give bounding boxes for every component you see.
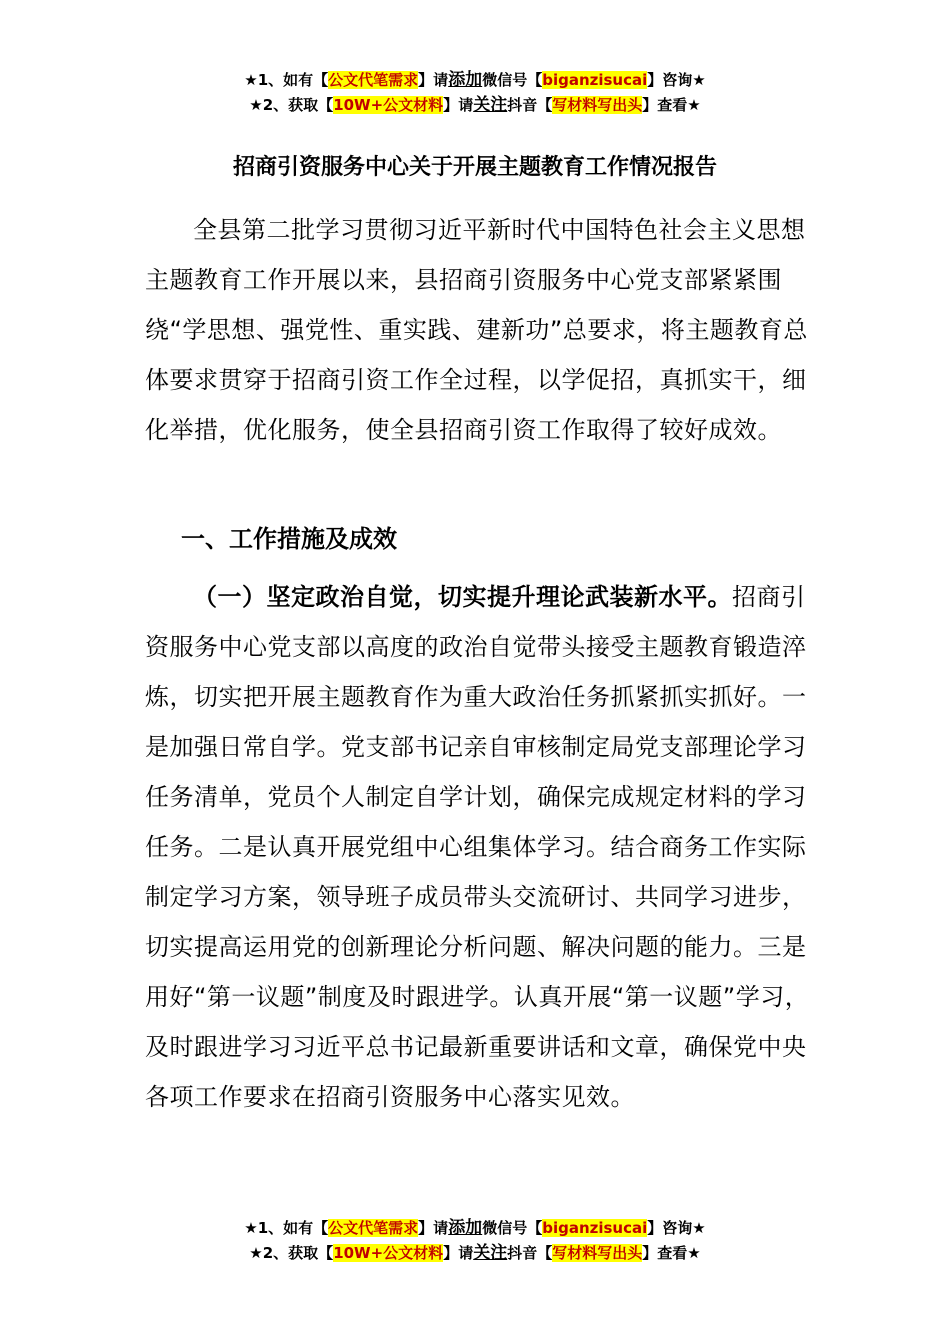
promo-line-2	[0, 93, 950, 118]
promo-text: 抖音【	[507, 96, 553, 114]
document-title: 招商引资服务中心关于开展主题教育工作情况报告	[232, 155, 717, 180]
promo-banner-top	[0, 68, 950, 118]
promo-line-1	[0, 68, 950, 93]
promo-wechat-id: biganzisucai	[542, 71, 648, 89]
promo-highlight: 10W+公文材料	[333, 1244, 444, 1262]
promo-emphasis: 添加	[448, 1218, 483, 1238]
promo-douyin-id: 写材料写出头	[552, 1244, 643, 1262]
intro-paragraph: 全县第二批学习贯彻习近平新时代中国特色社会主义思想主题教育工作开展以来，县招商引资服务中心党支部紧紧围绕“学思想、强党性、重实践、建新功”总要求，将主题教育总体要求贯穿于招商引资工作全过程，以学促招，真抓实干，细化举措，优化服务，使全县招商引资工作取得了较好成效。	[145, 216, 808, 444]
promo-emphasis: 关注	[473, 95, 508, 115]
promo-text: 抖音【	[507, 1244, 553, 1262]
promo-wechat-id: biganzisucai	[542, 1219, 648, 1237]
subsection-lead: （一）坚定政治自觉，切实提升理论武装新水平。	[193, 583, 732, 611]
promo-text: 】请	[443, 96, 474, 114]
subsection-paragraph	[145, 572, 810, 1122]
promo-text: 】请	[443, 1244, 474, 1262]
promo-emphasis: 添加	[448, 70, 483, 90]
promo-line-2	[0, 1241, 950, 1266]
promo-douyin-id: 写材料写出头	[552, 96, 643, 114]
promo-text: ★2、获取【	[249, 1244, 334, 1262]
promo-text: 】咨询★	[647, 1219, 706, 1237]
promo-text: ★1、如有【	[244, 1219, 329, 1237]
promo-text: 】请	[418, 1219, 449, 1237]
promo-emphasis: 关注	[473, 1243, 508, 1263]
promo-highlight: 10W+公文材料	[333, 96, 444, 114]
promo-text: 】查看★	[642, 1244, 701, 1262]
section-heading: 一、工作措施及成效	[181, 525, 397, 553]
promo-text: 】咨询★	[647, 71, 706, 89]
promo-highlight: 公文代笔需求	[328, 1219, 419, 1237]
promo-text: 】请	[418, 71, 449, 89]
promo-text: 微信号【	[482, 71, 543, 89]
promo-highlight: 公文代笔需求	[328, 71, 419, 89]
promo-banner-bottom	[0, 1216, 950, 1266]
promo-text: 微信号【	[482, 1219, 543, 1237]
subsection-body: 招商引资服务中心党支部以高度的政治自觉带头接受主题教育锻造淬炼，切实把开展主题教育作为重大政治任务抓紧抓实抓好。一是加强日常自学。党支部书记亲自审核制定局党支部理论学习任务清单，党员个人制定自学计划，确保完成规定材料的学习任务。二是认真开展党组中心组集体学习。结合商务工作实际制定学习方案，领导班子成员带头交流研讨、共同学习进步，切实提高运用党的创新理论分析问题、解决问题的能力。三是用好“第一议题”制度及时跟进学。认真开展“第一议题”学习，及时跟进学习习近平总书记最新重要讲话和文章，确保党中央各项工作要求在招商引资服务中心落实见效。	[145, 583, 810, 1111]
promo-line-1	[0, 1216, 950, 1241]
promo-text: ★1、如有【	[244, 71, 329, 89]
promo-text: ★2、获取【	[249, 96, 334, 114]
promo-text: 】查看★	[642, 96, 701, 114]
